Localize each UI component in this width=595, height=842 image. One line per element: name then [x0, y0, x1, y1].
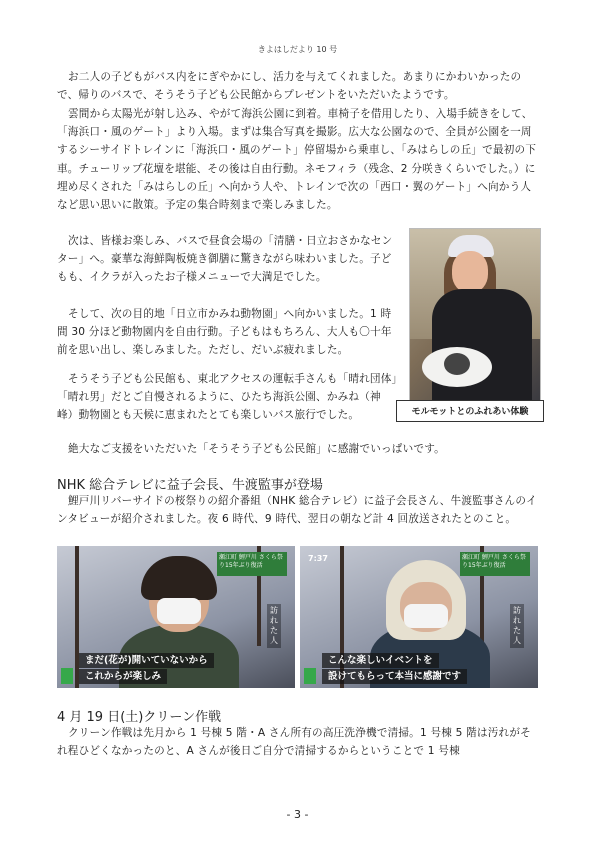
page-number: - 3 -: [286, 808, 309, 821]
paragraph-weather: そうそう子ども公民館も、東北アクセスの運転手さんも「晴れ団体」「晴れ男」だとご自慢されるように、ひたち海浜公園、かみね（神峰）動物園とも天候に恵まれたとても楽しいバス旅行でした。: [57, 373, 397, 422]
nhk-logo-icon: [304, 668, 316, 684]
paragraph-children-bus: お二人の子どもがバス内をにぎやかにし、活力を与えてくれました。あまりにかわいかったので、帰りのバスで、そうそう子ども公民館からプレゼントをいただいたようです。: [57, 71, 522, 102]
tv-subtitle-line1: こんな楽しいイベントを: [322, 653, 439, 668]
paragraph-lunch: 次は、皆様お楽しみ、バスで昼食会場の「清膳・日立おさかなセンター」へ。豪華な海鮮陶板焼き御膳に驚きながら味わいました。子どもも、イクラが入ったお子様メニューで大満足でした。: [57, 235, 393, 284]
tv-side-label: 訪れた人: [510, 604, 524, 648]
section-title-clean: 4 月 19 日(土)クリーン作戦: [57, 710, 222, 725]
tv-clock: 7:37: [308, 554, 328, 563]
tv-program-badge: 瀬江町 鯉戸川 さくら祭り15年ぶり復活: [460, 552, 530, 576]
paragraph-zoo: そして、次の目的地「日立市かみね動物園」へ向かいました。1 時間 30 分ほど動物園内を自由行動。子どもはもちろん、大人も〇十年前を思い出し、楽しみました。ただし、だいぶ疲れました。: [57, 308, 392, 357]
tv-subtitle-line1: まだ(花が)開いていないから: [79, 653, 214, 668]
nhk-logo-icon: [61, 668, 73, 684]
paragraph-thanks: 絶大なご支援をいただいた「そうそう子ども公民館」に感謝でいっぱいです。: [68, 443, 445, 455]
section-title-nhk: NHK 総合テレビに益子会長、牛渡監事が登場: [57, 478, 323, 493]
section-body-clean: クリーン作戦は先月から 1 号棟 5 階・A さん所有の高圧洗浄機で清掃。1 号棟 5 階は汚れがそれ程ひどくなかったのと、A さんが後日ご自分で清掃するからということで 1 号棟: [57, 727, 531, 758]
tv-subtitle-line2: 設けてもらって本当に感謝です: [322, 669, 467, 684]
section-body-nhk: 鯉戸川リバーサイドの桜祭りの紹介番組（NHK 総合テレビ）に益子会長さん、牛渡監事さんのインタビューが紹介されました。夜 6 時代、9 時代、翌日の朝など計 4 回放送されたとのこと。: [57, 495, 537, 526]
tv-program-badge: 瀬江町 鯉戸川 さくら祭り15年ぶり復活: [217, 552, 287, 576]
tv-screenshot-right: [300, 546, 538, 688]
tv-side-label: 訪れた人: [267, 604, 281, 648]
tv-subtitle-line2: これからが楽しみ: [79, 669, 167, 684]
newsletter-header: きよはしだより 10 号: [257, 45, 338, 54]
guinea-pig-photo: [409, 228, 541, 402]
paragraph-seaside-park: 雲間から太陽光が射し込み、やがて海浜公園に到着。車椅子を借用したり、入場手続きをして、「海浜口・風のゲート」より入場。まずは集合写真を撮影。広大な公園なので、全員が公園を一周するシーサイドトレインに「海浜口・風のゲート」停留場から乗車し、「みはらしの丘」で最初の下車。チューリップ花壇を堪能、その後は自由行動。ネモフィラ（残念、2 分咲きくらいでした。）に埋め尽くされた「みはらしの丘」へ向かう人や、トレインで次の「西口・翼のゲート」へ向かう人など思い思いに散策。予定の集合時刻まで楽しみました。: [57, 108, 537, 212]
tv-screenshot-left: [57, 546, 295, 688]
photo-caption: モルモットとのふれあい体験: [396, 400, 544, 422]
